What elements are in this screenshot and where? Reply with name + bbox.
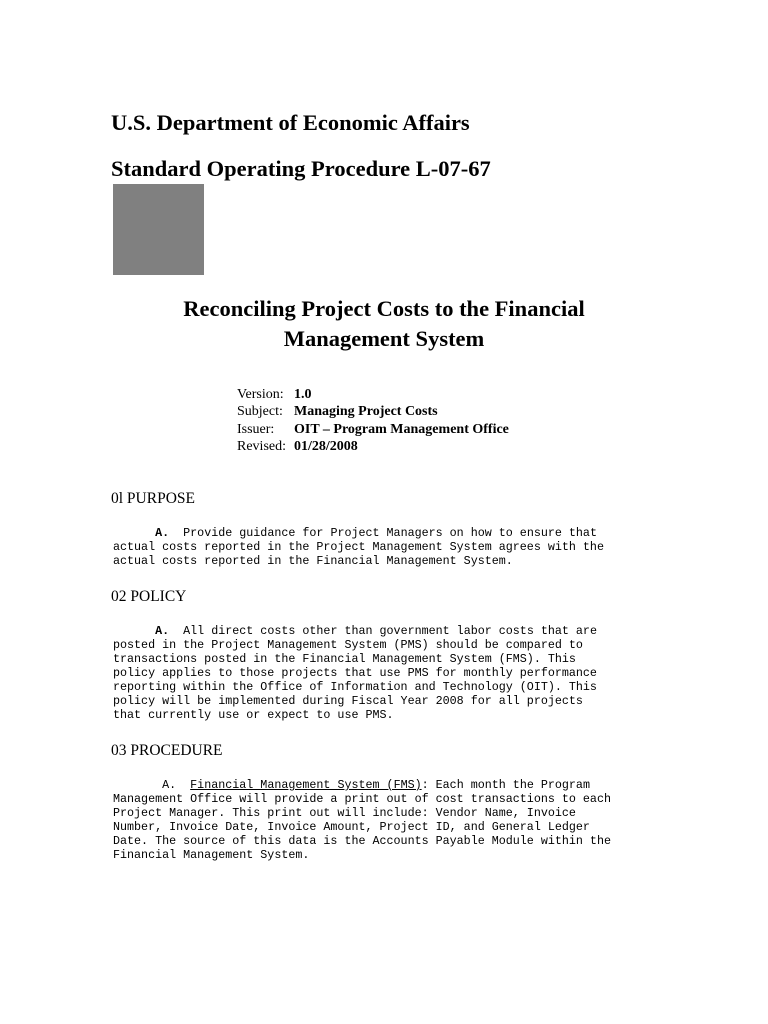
paragraph-line: transactions posted in the Financial Management System (FMS). This bbox=[113, 652, 576, 666]
meta-value: 1.0 bbox=[294, 387, 312, 402]
paragraph-line: reporting within the Office of Information and Technology (OIT). This bbox=[113, 680, 597, 694]
section-heading-policy: 02 POLICY bbox=[111, 588, 187, 605]
meta-value: 01/28/2008 bbox=[294, 438, 358, 454]
paragraph-line: Management Office will provide a print out of cost transactions to each bbox=[113, 792, 611, 806]
paragraph-marker: A. bbox=[155, 624, 170, 638]
meta-row-revised bbox=[237, 438, 509, 455]
paragraph-line: Financial Management System. bbox=[113, 848, 310, 862]
paragraph-line: Date. The source of this data is the Accounts Payable Module within the bbox=[113, 834, 611, 848]
paragraph-line: All direct costs other than government labor costs that are bbox=[169, 624, 597, 638]
paragraph-line: posted in the Project Management System (PMS) should be compared to bbox=[113, 638, 583, 652]
sop-number-heading: Standard Operating Procedure L-07-67 bbox=[111, 156, 491, 181]
meta-label: Revised: bbox=[237, 438, 286, 454]
document-title-line-1: Reconciling Project Costs to the Financial bbox=[183, 296, 585, 321]
procedure-paragraph bbox=[113, 778, 658, 862]
meta-row-version bbox=[237, 386, 509, 403]
paragraph-line: : Each month the Program bbox=[421, 778, 590, 792]
meta-row-issuer bbox=[237, 421, 509, 438]
meta-label: Version: bbox=[237, 387, 284, 402]
document-title-line-2: Management System bbox=[283, 326, 485, 351]
paragraph-marker: A. bbox=[155, 526, 170, 540]
purpose-paragraph bbox=[113, 526, 658, 568]
paragraph-line: Number, Invoice Date, Invoice Amount, Project ID, and General Ledger bbox=[113, 820, 590, 834]
paragraph-line: policy will be implemented during Fiscal Year 2008 for all projects bbox=[113, 694, 583, 708]
meta-label: Subject: bbox=[237, 404, 283, 420]
meta-value: Managing Project Costs bbox=[294, 404, 438, 420]
paragraph-line: that currently use or expect to use PMS. bbox=[113, 708, 394, 722]
meta-value: OIT – Program Management Office bbox=[294, 421, 509, 437]
meta-row-subject bbox=[237, 403, 509, 420]
document-title bbox=[120, 294, 648, 354]
department-heading: U.S. Department of Economic Affairs bbox=[111, 110, 470, 135]
paragraph-line: actual costs reported in the Financial Management System. bbox=[113, 554, 513, 568]
paragraph-line: Provide guidance for Project Managers on how to ensure that bbox=[169, 526, 597, 540]
paragraph-marker: A. bbox=[162, 778, 177, 792]
section-heading-purpose: 0l PURPOSE bbox=[111, 490, 195, 507]
document-metadata bbox=[237, 386, 509, 455]
section-heading-procedure: 03 PROCEDURE bbox=[111, 742, 223, 759]
logo-placeholder bbox=[113, 184, 204, 275]
meta-label: Issuer: bbox=[237, 421, 275, 437]
policy-paragraph bbox=[113, 624, 658, 722]
paragraph-line: policy applies to those projects that use PMS for monthly performance bbox=[113, 666, 597, 680]
paragraph-line: Project Manager. This print out will include: Vendor Name, Invoice bbox=[113, 806, 576, 820]
paragraph-line: actual costs reported in the Project Management System agrees with the bbox=[113, 540, 604, 554]
fms-term: Financial Management System (FMS) bbox=[190, 778, 422, 792]
